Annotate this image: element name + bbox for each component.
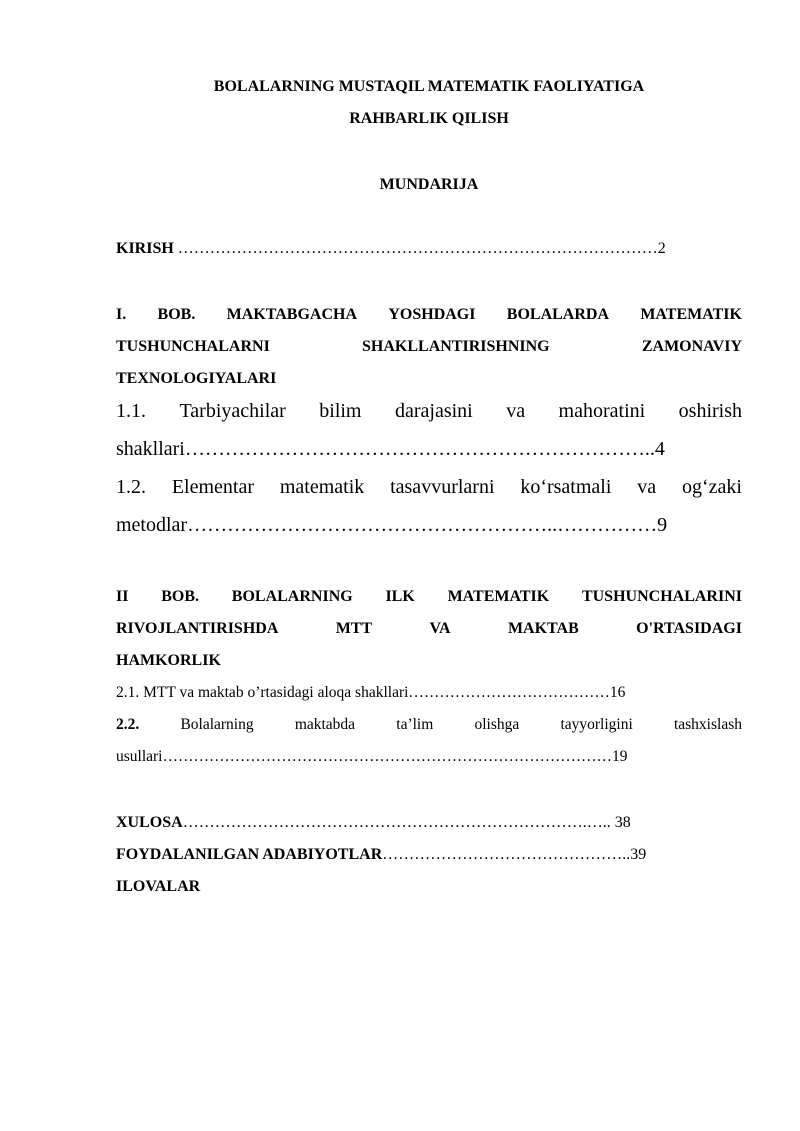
word: mahoratini: [558, 400, 646, 422]
document-title-line-1: BOLALARNING MUSTAQIL MATEMATIK FAOLIYATIGA: [213, 78, 645, 95]
toc-leader-dots: ………………………………………..: [382, 846, 631, 863]
word: MATEMATIK: [447, 588, 550, 605]
word: ZAMONAVIY: [641, 338, 742, 355]
word: 1.1.: [116, 400, 146, 422]
toc-section-2-1[interactable]: [116, 684, 742, 702]
toc-chapter-2-line-2[interactable]: [116, 620, 742, 638]
toc-entry-label: KIRISH: [116, 240, 174, 257]
word: tashxislash: [673, 716, 742, 733]
word: BOLALARNING: [231, 588, 353, 605]
document-title-line-2: RAHBARLIK QILISH: [349, 110, 509, 127]
word: VA: [429, 620, 451, 637]
toc-leader-dots: ………………………………………………………………………………: [173, 240, 658, 257]
word: tayyorligini: [560, 716, 633, 733]
toc-page-number: 16: [609, 684, 626, 701]
toc-heading: MUNDARIJA: [379, 176, 479, 193]
word: ko‘rsatmali: [520, 476, 612, 498]
word: va: [506, 400, 526, 422]
word: MAKTABGACHA: [226, 306, 358, 323]
toc-chapter-1-line-2[interactable]: [116, 338, 742, 356]
toc-page-number: 38: [614, 814, 631, 831]
toc-section-2-2-line-2[interactable]: usullari……………………………………………………………………………19: [116, 748, 628, 765]
toc-entry-references[interactable]: [116, 846, 742, 864]
word: olishga: [474, 716, 520, 733]
word: Elementar: [171, 476, 255, 498]
word: SHAKLLANTIRISHNING: [362, 338, 550, 355]
word: bilim: [319, 400, 362, 422]
word: O'RTASIDAGI: [636, 620, 742, 637]
word: ILK: [385, 588, 415, 605]
word: Tarbiyachilar: [179, 400, 286, 422]
toc-entry-label: 2.1. MTT va maktab o’rtasidagi aloqa shakllari: [116, 684, 409, 701]
word: RIVOJLANTIRISHDA: [116, 620, 279, 637]
word: BOB.: [161, 588, 200, 605]
word: Bolalarning: [180, 716, 254, 733]
word: I.: [116, 306, 127, 323]
toc-leader-dots: …………………………………: [408, 684, 610, 701]
word: MTT: [335, 620, 373, 637]
toc-page-number: 2: [657, 240, 666, 257]
toc-chapter-1-line-1[interactable]: [116, 306, 742, 324]
toc-entry-label: XULOSA: [116, 814, 183, 831]
word: YOSHDAGI: [388, 306, 476, 323]
toc-section-1-1-line-2[interactable]: shakllari……………………………………………………………..4: [116, 438, 665, 460]
toc-entry-label: FOYDALANILGAN ADABIYOTLAR: [116, 846, 383, 863]
word: II: [116, 588, 129, 605]
toc-leader-dots: ………………………………………………………………….…..: [182, 814, 615, 831]
toc-chapter-2-line-3[interactable]: HAMKORLIK: [116, 652, 221, 669]
toc-section-2-2-line-1[interactable]: [116, 716, 742, 734]
toc-section-1-2-line-2[interactable]: metodlar………………………………………………..……………9: [116, 514, 668, 536]
word: matematik: [279, 476, 365, 498]
toc-entry-appendix[interactable]: ILOVALAR: [116, 878, 201, 895]
word: va: [637, 476, 657, 498]
word: oshirish: [678, 400, 742, 422]
toc-chapter-2-line-1[interactable]: [116, 588, 742, 606]
word: BOLALARDA: [506, 306, 610, 323]
word: darajasini: [394, 400, 473, 422]
word: tasavvurlarni: [390, 476, 495, 498]
word: BOB.: [157, 306, 196, 323]
section-number: 2.2.: [116, 716, 140, 733]
word: maktabda: [294, 716, 356, 733]
toc-chapter-1-line-3[interactable]: TEXNOLOGIYALARI: [116, 370, 277, 387]
toc-section-1-1-line-1[interactable]: [116, 400, 742, 423]
toc-entry-intro[interactable]: [116, 240, 742, 258]
toc-section-1-2-line-1[interactable]: [116, 476, 742, 499]
word: TUSHUNCHALARNI: [116, 338, 270, 355]
word: MAKTAB: [507, 620, 579, 637]
word: MATEMATIK: [640, 306, 742, 323]
word: ta’lim: [396, 716, 434, 733]
word: 1.2.: [116, 476, 146, 498]
word: og‘zaki: [681, 476, 742, 498]
toc-entry-conclusion[interactable]: [116, 814, 742, 832]
toc-page-number: 39: [630, 846, 647, 863]
word: TUSHUNCHALARINI: [581, 588, 742, 605]
